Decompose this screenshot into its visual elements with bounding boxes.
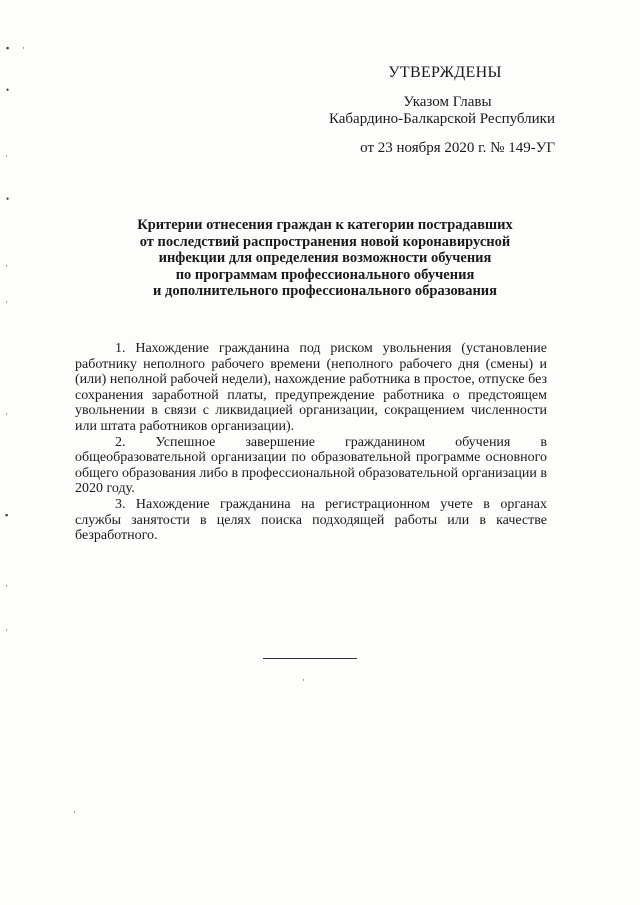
approval-heading: УТВЕРЖДЕНЫ [388, 64, 502, 81]
title-line: от последствий распространения новой коронавирусной [139, 233, 511, 250]
scan-speck: · [22, 43, 25, 53]
criterion-item: 1. Нахождение гражданина под риском увольнения (установление работнику неполного рабочего времени (неполного рабочего дня (смены) и (или) неполной рабочей недели), нахождение работника в простое, отпуске без сохранения заработной платы, предупреждение работника о предстоящем увольнении в связи с ликвидацией организации, сокращением численности или штата работников организации). [75, 341, 547, 434]
title-line: по программам профессионального обучения [175, 266, 475, 283]
decree-date: от 23 ноября 2020 г. № 149-УГ [360, 140, 555, 156]
criterion-item: 3. Нахождение гражданина на регистрационном учете в органах службы занятости в целях поиска подходящей работы или в качестве безработного. [75, 496, 547, 544]
scan-speck: · [5, 625, 8, 635]
scan-speck: · [5, 581, 8, 591]
decree-line: Указом Главы [403, 94, 492, 110]
title-line: инфекции для определения возможности обучения [158, 250, 492, 266]
criteria-list [75, 341, 547, 544]
document-title [90, 217, 560, 300]
title-line: и дополнительного профессионального образования [153, 283, 497, 299]
scan-speck: · [302, 675, 305, 685]
republic-name: Кабардино-Балкарской Республики [328, 111, 555, 127]
scan-speck: · [73, 807, 76, 817]
scan-speck: ▪ [6, 43, 10, 53]
criterion-item: 2. Успешное завершение гражданином обучения в общеобразовательной организации по образовательной программе основного общего образования либо в профессиональной образовательной организации в 2020 году. [75, 434, 547, 497]
scan-speck: · [5, 261, 8, 271]
scan-speck: • [6, 194, 10, 204]
separator-line [263, 658, 357, 659]
scan-speck: • [6, 85, 10, 95]
scan-speck: ▪ [5, 510, 9, 520]
scan-speck: · [5, 297, 8, 307]
approval-block [300, 64, 555, 157]
scan-speck: · [5, 409, 8, 419]
scan-speck: · [5, 151, 8, 161]
title-line: Критерии отнесения граждан к категории пострадавших [137, 217, 513, 233]
